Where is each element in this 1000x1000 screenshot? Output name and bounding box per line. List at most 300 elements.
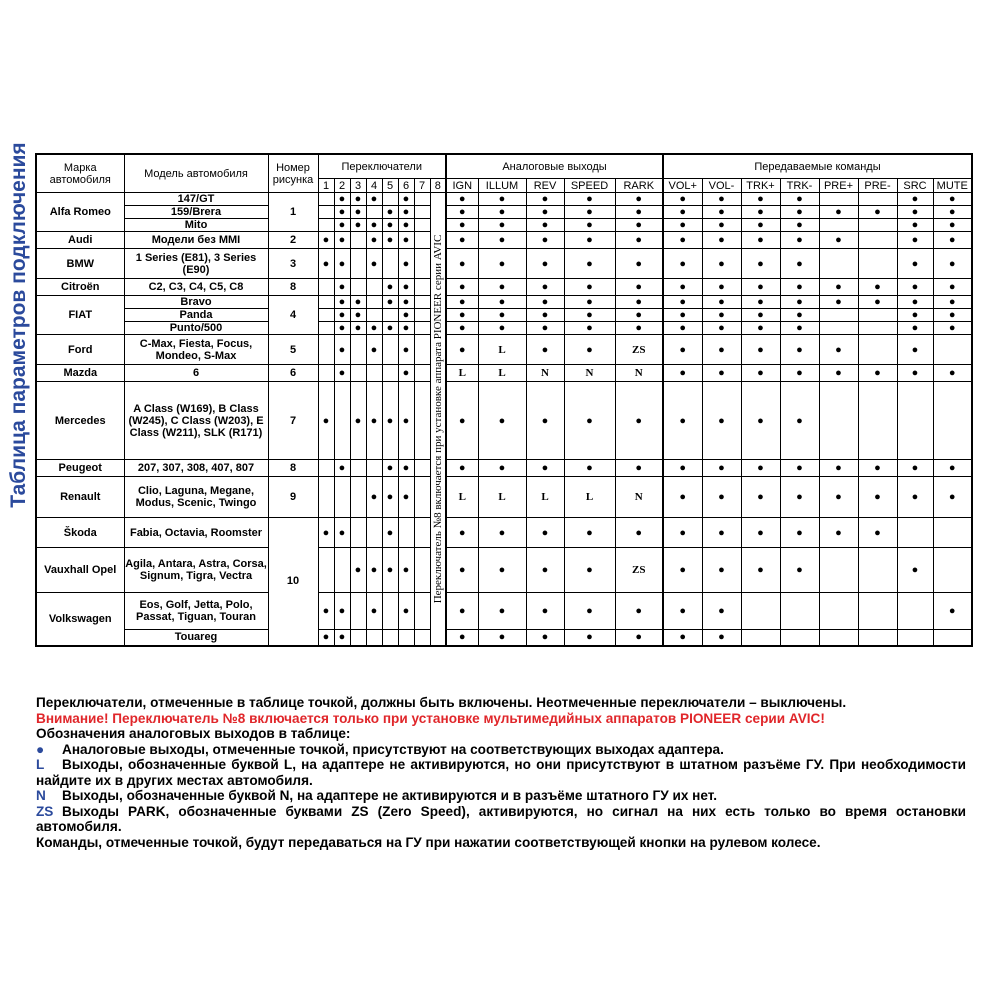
command-cell: ● xyxy=(819,335,858,365)
analog-rev-cell: ● xyxy=(526,335,564,365)
command-cell: ● xyxy=(933,249,972,279)
command-cell: ● xyxy=(702,382,741,460)
analog-speed-cell: ● xyxy=(564,193,615,206)
analog-ign-cell: ● xyxy=(446,593,478,630)
switch-3-cell: ● xyxy=(350,322,366,335)
command-cell: ● xyxy=(933,296,972,309)
switch-7-cell xyxy=(414,249,430,279)
table-row xyxy=(36,630,972,646)
analog-illum-cell: ● xyxy=(478,219,526,232)
switch-2-cell: ● xyxy=(334,193,350,206)
switch-3-cell xyxy=(350,460,366,477)
analog-rark-cell: N xyxy=(615,477,663,518)
command-cell: ● xyxy=(897,460,933,477)
header-figure: Номер рисунка xyxy=(268,154,318,193)
command-cell: ● xyxy=(663,382,702,460)
command-cell xyxy=(858,593,897,630)
analog-ign-cell: ● xyxy=(446,335,478,365)
switch-5-cell: ● xyxy=(382,219,398,232)
command-cell: ● xyxy=(897,365,933,382)
table-row xyxy=(36,206,972,219)
table-row xyxy=(36,322,972,335)
command-cell: ● xyxy=(741,206,780,219)
analog-speed-cell: ● xyxy=(564,219,615,232)
command-cell: ● xyxy=(780,206,819,219)
switch-6-cell: ● xyxy=(398,296,414,309)
analog-rev-cell: ● xyxy=(526,322,564,335)
model-cell: Punto/500 xyxy=(124,322,268,335)
command-cell: ● xyxy=(780,518,819,548)
command-cell: ● xyxy=(933,279,972,296)
brand-cell: BMW xyxy=(36,249,124,279)
command-cell: ● xyxy=(897,309,933,322)
command-cell: ● xyxy=(897,322,933,335)
switch-3-cell xyxy=(350,477,366,518)
analog-speed-cell: ● xyxy=(564,518,615,548)
legend-zs xyxy=(36,804,966,835)
switch-2-cell: ● xyxy=(334,206,350,219)
brand-cell: Mazda xyxy=(36,365,124,382)
header-model: Модель автомобиля xyxy=(124,154,268,193)
header-command-6: SRC xyxy=(897,179,933,193)
switch-4-cell xyxy=(366,279,382,296)
command-cell: ● xyxy=(663,249,702,279)
command-cell: ● xyxy=(741,335,780,365)
analog-ign-cell: ● xyxy=(446,193,478,206)
analog-rev-cell: ● xyxy=(526,548,564,593)
switch-1-cell xyxy=(318,460,334,477)
header-switch-6: 6 xyxy=(398,179,414,193)
switch-3-cell xyxy=(350,593,366,630)
command-cell: ● xyxy=(897,249,933,279)
analog-ign-cell: ● xyxy=(446,206,478,219)
analog-ign-cell: ● xyxy=(446,382,478,460)
command-cell xyxy=(819,630,858,646)
command-cell: ● xyxy=(663,193,702,206)
figure-cell: 2 xyxy=(268,232,318,249)
figure-cell: 1 xyxy=(268,193,318,232)
command-cell xyxy=(819,382,858,460)
command-cell: ● xyxy=(741,232,780,249)
analog-ign-cell: ● xyxy=(446,518,478,548)
brand-cell: Audi xyxy=(36,232,124,249)
switch-5-cell: ● xyxy=(382,322,398,335)
command-cell: ● xyxy=(663,630,702,646)
command-cell: ● xyxy=(819,460,858,477)
legend-dot-text: Аналоговые выходы, отмеченные точкой, присутствуют на соответствующих выходах адаптера. xyxy=(62,741,724,757)
header-analog-2: REV xyxy=(526,179,564,193)
switch-4-cell: ● xyxy=(366,548,382,593)
analog-speed-cell: L xyxy=(564,477,615,518)
command-cell: ● xyxy=(702,193,741,206)
command-cell: ● xyxy=(780,477,819,518)
legend-n xyxy=(36,788,966,804)
table-row xyxy=(36,548,972,593)
analog-rev-cell: ● xyxy=(526,193,564,206)
command-cell xyxy=(858,548,897,593)
command-cell: ● xyxy=(702,249,741,279)
command-cell: ● xyxy=(933,193,972,206)
legend-l xyxy=(36,757,966,788)
analog-rev-cell: ● xyxy=(526,460,564,477)
command-cell: ● xyxy=(702,335,741,365)
analog-ign-cell: ● xyxy=(446,630,478,646)
command-cell: ● xyxy=(933,593,972,630)
switch-5-cell xyxy=(382,593,398,630)
analog-illum-cell: ● xyxy=(478,630,526,646)
model-cell: 147/GT xyxy=(124,193,268,206)
switch-7-cell xyxy=(414,279,430,296)
command-cell: ● xyxy=(741,279,780,296)
figure-cell: 4 xyxy=(268,296,318,335)
brand-cell: Peugeot xyxy=(36,460,124,477)
analog-speed-cell: ● xyxy=(564,279,615,296)
command-cell: ● xyxy=(702,232,741,249)
command-cell xyxy=(819,593,858,630)
command-cell: ● xyxy=(741,309,780,322)
switch-2-cell: ● xyxy=(334,630,350,646)
model-cell: Fabia, Octavia, Roomster xyxy=(124,518,268,548)
command-cell: ● xyxy=(702,279,741,296)
model-cell: Touareg xyxy=(124,630,268,646)
legend-n-text: Выходы, обозначенные буквой N, на адаптере не активируются и в разъёме штатного ГУ их нет. xyxy=(62,788,717,803)
command-cell: ● xyxy=(819,232,858,249)
command-cell: ● xyxy=(663,460,702,477)
analog-ign-cell: ● xyxy=(446,249,478,279)
command-cell: ● xyxy=(663,219,702,232)
header-analog-1: ILLUM xyxy=(478,179,526,193)
model-cell: 207, 307, 308, 407, 807 xyxy=(124,460,268,477)
switch-3-cell xyxy=(350,518,366,548)
command-cell xyxy=(819,309,858,322)
switch-7-cell xyxy=(414,335,430,365)
switch-4-cell: ● xyxy=(366,219,382,232)
switch-1-cell xyxy=(318,322,334,335)
switch-7-cell xyxy=(414,460,430,477)
switch-3-cell xyxy=(350,279,366,296)
analog-speed-cell: ● xyxy=(564,460,615,477)
command-cell: ● xyxy=(741,460,780,477)
analog-rark-cell: N xyxy=(615,365,663,382)
switch-5-cell xyxy=(382,630,398,646)
switch-2-cell: ● xyxy=(334,249,350,279)
switch-7-cell xyxy=(414,382,430,460)
switch-2-cell xyxy=(334,548,350,593)
brand-cell: Ford xyxy=(36,335,124,365)
analog-speed-cell: ● xyxy=(564,322,615,335)
analog-rev-cell: ● xyxy=(526,382,564,460)
command-cell xyxy=(933,518,972,548)
switch-2-cell: ● xyxy=(334,279,350,296)
brand-cell: Renault xyxy=(36,477,124,518)
command-cell xyxy=(780,593,819,630)
switch-1-cell: ● xyxy=(318,249,334,279)
analog-speed-cell: ● xyxy=(564,335,615,365)
command-cell xyxy=(819,219,858,232)
model-cell: 159/Brera xyxy=(124,206,268,219)
header-switch-2: 2 xyxy=(334,179,350,193)
switch-3-cell xyxy=(350,365,366,382)
command-cell: ● xyxy=(663,232,702,249)
analog-illum-cell: ● xyxy=(478,193,526,206)
command-cell: ● xyxy=(858,518,897,548)
command-cell: ● xyxy=(933,477,972,518)
command-cell: ● xyxy=(858,365,897,382)
table-row xyxy=(36,335,972,365)
switch-4-cell: ● xyxy=(366,382,382,460)
analog-speed-cell: ● xyxy=(564,593,615,630)
command-cell: ● xyxy=(780,296,819,309)
command-cell xyxy=(858,232,897,249)
command-cell: ● xyxy=(858,460,897,477)
command-cell xyxy=(858,322,897,335)
note-switches: Переключатели, отмеченные в таблице точкой, должны быть включены. Неотмеченные переключатели – выключены. xyxy=(36,695,847,710)
command-cell: ● xyxy=(819,206,858,219)
table-row xyxy=(36,296,972,309)
command-cell: ● xyxy=(897,193,933,206)
command-cell: ● xyxy=(702,630,741,646)
command-cell: ● xyxy=(897,477,933,518)
command-cell: ● xyxy=(663,593,702,630)
header-command-0: VOL+ xyxy=(663,179,702,193)
command-cell xyxy=(933,382,972,460)
analog-rark-cell: ● xyxy=(615,249,663,279)
switch-4-cell xyxy=(366,296,382,309)
analog-rark-cell: ● xyxy=(615,593,663,630)
switch-6-cell xyxy=(398,518,414,548)
header-switch-8: 8 xyxy=(430,179,446,193)
table-row xyxy=(36,249,972,279)
switch-7-cell xyxy=(414,593,430,630)
legend-zs-text: Выходы PARK, обозначенные буквами ZS (Zero Speed), активируются, но сигнал на них есть только во время остановки автомобиля. xyxy=(36,803,966,834)
command-cell: ● xyxy=(741,382,780,460)
switch-1-cell xyxy=(318,206,334,219)
switch-5-cell: ● xyxy=(382,206,398,219)
switch-7-cell xyxy=(414,309,430,322)
header-command-4: PRE+ xyxy=(819,179,858,193)
analog-rark-cell: ● xyxy=(615,206,663,219)
command-cell: ● xyxy=(780,460,819,477)
command-cell: ● xyxy=(663,206,702,219)
switch-2-cell: ● xyxy=(334,593,350,630)
l-key: L xyxy=(36,757,45,772)
table-row xyxy=(36,309,972,322)
model-cell: Clio, Laguna, Megane, Modus, Scenic, Twingo xyxy=(124,477,268,518)
command-cell: ● xyxy=(702,219,741,232)
analog-illum-cell: ● xyxy=(478,206,526,219)
header-switch-4: 4 xyxy=(366,179,382,193)
table-row xyxy=(36,477,972,518)
command-cell: ● xyxy=(741,477,780,518)
legend-dot xyxy=(36,742,966,758)
analog-rark-cell: ● xyxy=(615,279,663,296)
brand-cell: Volkswagen xyxy=(36,593,124,646)
table-row xyxy=(36,279,972,296)
model-cell: C-Max, Fiesta, Focus, Mondeo, S-Max xyxy=(124,335,268,365)
command-cell: ● xyxy=(663,477,702,518)
command-cell xyxy=(858,193,897,206)
switch-1-cell xyxy=(318,219,334,232)
command-cell: ● xyxy=(663,279,702,296)
command-cell: ● xyxy=(741,548,780,593)
connection-table xyxy=(35,153,973,647)
switch-6-cell: ● xyxy=(398,593,414,630)
analog-illum-cell: ● xyxy=(478,296,526,309)
switch-5-cell: ● xyxy=(382,548,398,593)
dot-key: ● xyxy=(36,741,45,757)
switch-5-cell: ● xyxy=(382,279,398,296)
analog-rark-cell: ● xyxy=(615,460,663,477)
analog-ign-cell: ● xyxy=(446,322,478,335)
analog-illum-cell: ● xyxy=(478,518,526,548)
header-switch-5: 5 xyxy=(382,179,398,193)
switch-1-cell: ● xyxy=(318,630,334,646)
analog-illum-cell: ● xyxy=(478,460,526,477)
switch-6-cell: ● xyxy=(398,249,414,279)
command-cell xyxy=(858,382,897,460)
switch-4-cell xyxy=(366,309,382,322)
command-cell: ● xyxy=(741,518,780,548)
header-switches: Переключатели xyxy=(318,154,446,179)
header-commands: Передаваемые команды xyxy=(663,154,972,179)
command-cell: ● xyxy=(858,296,897,309)
switch-1-cell: ● xyxy=(318,232,334,249)
table-row xyxy=(36,460,972,477)
switch-6-cell: ● xyxy=(398,232,414,249)
switch-5-cell: ● xyxy=(382,382,398,460)
switch-5-cell xyxy=(382,365,398,382)
command-cell: ● xyxy=(780,279,819,296)
switch-5-cell: ● xyxy=(382,460,398,477)
switch-1-cell xyxy=(318,548,334,593)
switch-2-cell: ● xyxy=(334,365,350,382)
analog-ign-cell: ● xyxy=(446,309,478,322)
command-cell: ● xyxy=(741,193,780,206)
switch-7-cell xyxy=(414,206,430,219)
command-cell: ● xyxy=(897,219,933,232)
analog-rark-cell: ● xyxy=(615,296,663,309)
brand-cell: Citroën xyxy=(36,279,124,296)
switch-6-cell: ● xyxy=(398,309,414,322)
command-cell: ● xyxy=(780,335,819,365)
switch-3-cell: ● xyxy=(350,548,366,593)
analog-rark-cell: ● xyxy=(615,382,663,460)
analog-ign-cell: ● xyxy=(446,548,478,593)
analog-rev-cell: ● xyxy=(526,279,564,296)
analog-rark-cell: ● xyxy=(615,219,663,232)
command-cell xyxy=(933,335,972,365)
analog-ign-cell: ● xyxy=(446,460,478,477)
switch-1-cell xyxy=(318,296,334,309)
analog-illum-cell: ● xyxy=(478,382,526,460)
switch-2-cell: ● xyxy=(334,518,350,548)
switch-1-cell: ● xyxy=(318,518,334,548)
switch-1-cell xyxy=(318,335,334,365)
model-cell: Panda xyxy=(124,309,268,322)
analog-illum-cell: ● xyxy=(478,593,526,630)
switch-5-cell: ● xyxy=(382,477,398,518)
analog-speed-cell: N xyxy=(564,365,615,382)
switch-5-cell: ● xyxy=(382,518,398,548)
switch-1-cell: ● xyxy=(318,382,334,460)
model-cell: Bravo xyxy=(124,296,268,309)
switch-6-cell: ● xyxy=(398,335,414,365)
brand-cell: Vauxhall Opel xyxy=(36,548,124,593)
switch-3-cell: ● xyxy=(350,382,366,460)
analog-illum-cell: L xyxy=(478,365,526,382)
analog-illum-cell: ● xyxy=(478,322,526,335)
legend-l-text: Выходы, обозначенные буквой L, на адаптере не активируются, но они присутствуют в штатном разъёме ГУ. При необходимости найдите их в других местах автомобиля. xyxy=(36,757,966,788)
command-cell: ● xyxy=(702,593,741,630)
figure-cell: 9 xyxy=(268,477,318,518)
notes xyxy=(36,695,966,850)
command-cell: ● xyxy=(663,322,702,335)
switch-6-cell: ● xyxy=(398,548,414,593)
switch-7-cell xyxy=(414,548,430,593)
command-cell: ● xyxy=(780,309,819,322)
analog-illum-cell: ● xyxy=(478,249,526,279)
switch-5-cell xyxy=(382,249,398,279)
switch-3-cell xyxy=(350,249,366,279)
switch-4-cell: ● xyxy=(366,249,382,279)
switch-7-cell xyxy=(414,193,430,206)
command-cell: ● xyxy=(663,548,702,593)
switch-3-cell xyxy=(350,232,366,249)
command-cell xyxy=(858,309,897,322)
switch-6-cell: ● xyxy=(398,219,414,232)
figure-cell: 3 xyxy=(268,249,318,279)
header-analog: Аналоговые выходы xyxy=(446,154,663,179)
analog-rev-cell: L xyxy=(526,477,564,518)
command-cell: ● xyxy=(897,206,933,219)
switch-1-cell xyxy=(318,365,334,382)
header-command-7: MUTE xyxy=(933,179,972,193)
header-command-1: VOL- xyxy=(702,179,741,193)
analog-ign-cell: ● xyxy=(446,232,478,249)
switch-6-cell: ● xyxy=(398,477,414,518)
note-warning: Внимание! Переключатель №8 включается только при установке мультимедийных аппаратов PIONEER серии AVIC! xyxy=(36,710,825,726)
command-cell xyxy=(858,219,897,232)
header-analog-3: SPEED xyxy=(564,179,615,193)
analog-rev-cell: ● xyxy=(526,518,564,548)
command-cell: ● xyxy=(702,365,741,382)
command-cell: ● xyxy=(702,548,741,593)
command-cell xyxy=(897,518,933,548)
command-cell xyxy=(819,548,858,593)
switch-6-cell: ● xyxy=(398,193,414,206)
command-cell: ● xyxy=(780,232,819,249)
switch-2-cell: ● xyxy=(334,322,350,335)
header-command-5: PRE- xyxy=(858,179,897,193)
table-row xyxy=(36,382,972,460)
figure-cell: 7 xyxy=(268,382,318,460)
command-cell: ● xyxy=(897,548,933,593)
command-cell: ● xyxy=(702,206,741,219)
analog-ign-cell: L xyxy=(446,365,478,382)
figure-cell: 8 xyxy=(268,279,318,296)
switch-3-cell: ● xyxy=(350,219,366,232)
header-analog-0: IGN xyxy=(446,179,478,193)
side-title: Таблица параметров подключения xyxy=(7,142,30,508)
command-cell: ● xyxy=(858,279,897,296)
command-cell xyxy=(897,630,933,646)
analog-speed-cell: ● xyxy=(564,630,615,646)
command-cell: ● xyxy=(933,309,972,322)
switch-4-cell xyxy=(366,630,382,646)
switch-4-cell xyxy=(366,365,382,382)
command-cell: ● xyxy=(741,365,780,382)
brand-cell: Mercedes xyxy=(36,382,124,460)
